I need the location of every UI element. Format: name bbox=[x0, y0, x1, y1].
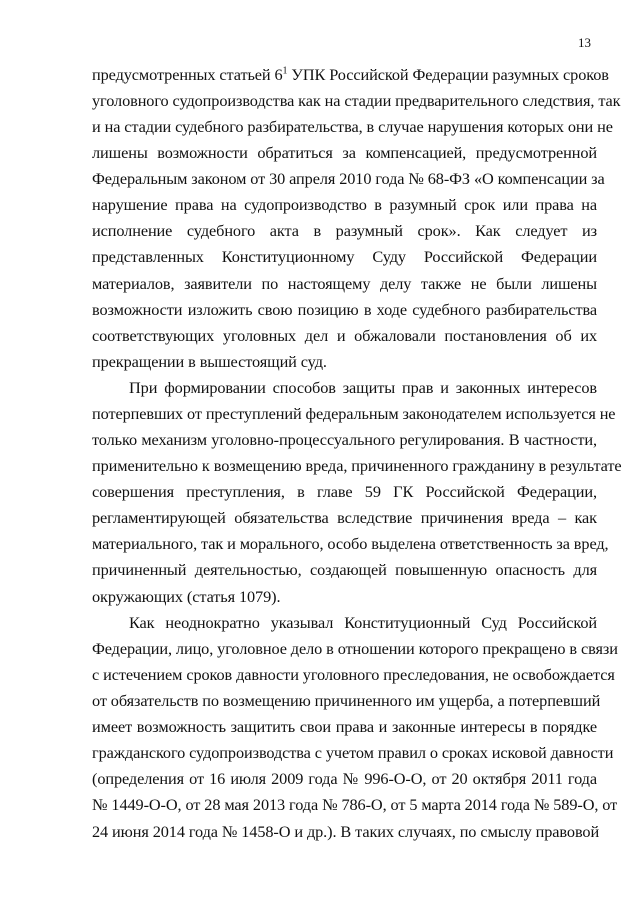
text-line: уголовного судопроизводства как на стадии предварительного следствия, так bbox=[92, 91, 621, 111]
text-line: от обязательств по возмещению причиненного им ущерба, а потерпевший bbox=[92, 691, 601, 711]
text-line: причиненный деятельностью, создающей повышенную опасность для bbox=[92, 560, 597, 580]
text-line: и на стадии судебного разбирательства, в случае нарушения которых они не bbox=[92, 117, 613, 137]
text-line: лишены возможности обратиться за компенсацией, предусмотренной bbox=[92, 143, 597, 163]
text-line: гражданского судопроизводства с учетом правил о сроках исковой давности bbox=[92, 743, 614, 763]
text-line: совершения преступления, в главе 59 ГК Российской Федерации, bbox=[92, 482, 597, 502]
text-line: материалов, заявители по настоящему делу также не были лишены bbox=[92, 273, 597, 293]
text-line: окружающих (статья 1079). bbox=[92, 586, 281, 606]
text-line: материального, так и морального, особо выделена ответственность за вред, bbox=[92, 534, 609, 554]
text-line: исполнение судебного акта в разумный срок». Как следует из bbox=[92, 221, 597, 241]
text-line: прекращении в вышестоящий суд. bbox=[92, 351, 327, 371]
text-line: имеет возможность защитить свои права и законные интересы в порядке bbox=[92, 717, 597, 737]
text-line: возможности изложить свою позицию в ходе судебного разбирательства bbox=[92, 299, 597, 319]
text-line: Как неоднократно указывал Конституционный Суд Российской bbox=[129, 613, 597, 632]
text-line: представленных Конституционному Суду Российской Федерации bbox=[92, 247, 597, 267]
superscript: 1 bbox=[282, 65, 288, 77]
text-line: потерпевших от преступлений федеральным законодателем используется не bbox=[92, 404, 616, 424]
text-line: Федеральным законом от 30 апреля 2010 года № 68-ФЗ «О компенсации за bbox=[92, 169, 605, 189]
paragraph-1 bbox=[92, 62, 621, 375]
text-line: (определения от 16 июля 2009 года № 996-О-О, от 20 октября 2011 года bbox=[92, 769, 597, 789]
text-line: применительно к возмещению вреда, причиненного гражданину в результате bbox=[92, 456, 622, 476]
text-line: предусмотренных статьей $6^1$ УПК Российской Федерации разумных сроков bbox=[92, 65, 609, 84]
text-line: 24 июня 2014 года № 1458-О и др.). В таких случаях, по смыслу правовой bbox=[92, 821, 600, 841]
text-line: с истечением сроков давности уголовного преследования, не освобождается bbox=[92, 665, 615, 685]
text-line: № 1449-О-О, от 28 мая 2013 года № 786-О, от 5 марта 2014 года № 589-О, от bbox=[92, 795, 618, 815]
text-line: Федерации, лицо, уголовное дело в отношении которого прекращено в связи bbox=[92, 639, 618, 659]
text-line: соответствующих уголовных дел и обжаловали постановления об их bbox=[92, 325, 597, 345]
page-number: 13 bbox=[578, 35, 591, 50]
text-line: При формировании способов защиты прав и законных интересов bbox=[129, 378, 597, 397]
text-line: регламентирующей обязательства вследствие причинения вреда – как bbox=[92, 508, 597, 528]
paragraph-2 bbox=[92, 375, 622, 610]
paragraph-3 bbox=[92, 610, 618, 845]
text-line: нарушение права на судопроизводство в разумный срок или права на bbox=[92, 195, 597, 215]
text-line: только механизм уголовно-процессуального регулирования. В частности, bbox=[92, 430, 597, 450]
